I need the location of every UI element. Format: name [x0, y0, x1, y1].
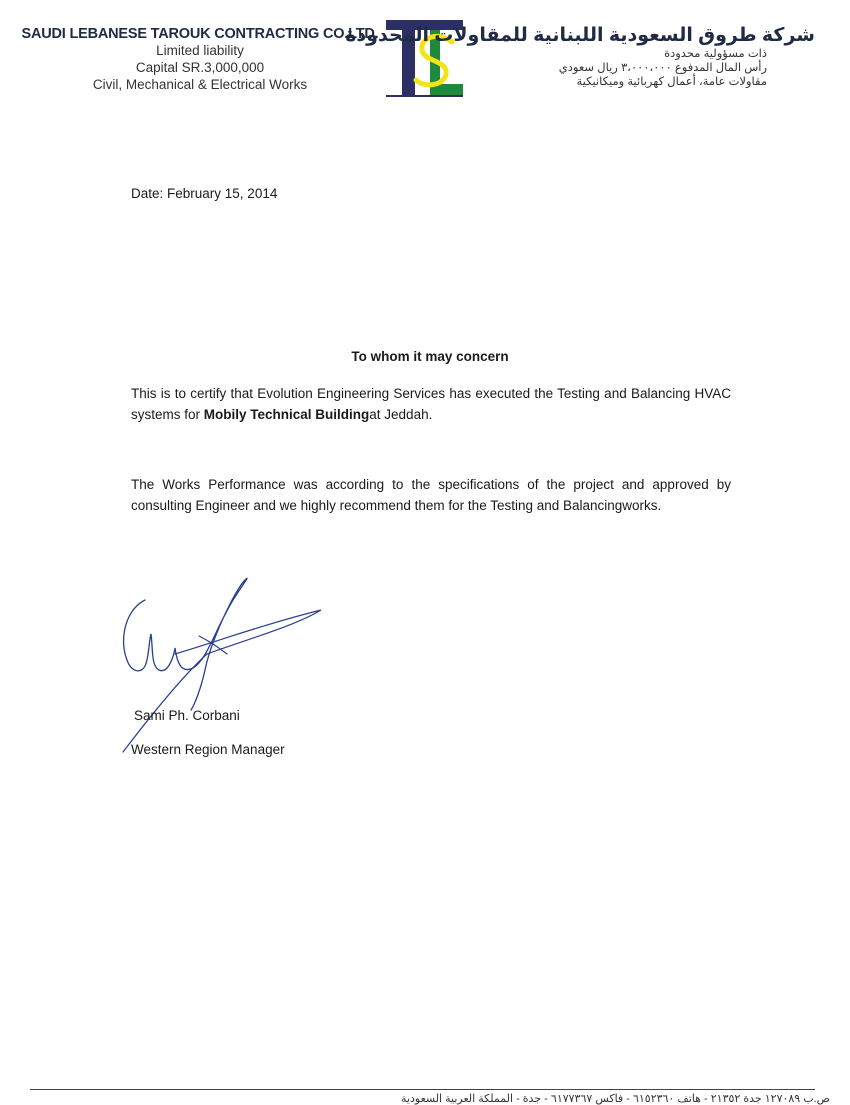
- footer-contact: ص.ب ١٢٧٠٨٩ جدة ٢١٣٥٢ - هاتف ٦١٥٢٣٦٠ - فاكس ٦١٧٧٣٦٧ - جدة - المملكة العربية السعودية: [401, 1093, 830, 1105]
- project-name: Mobily Technical Building: [203, 407, 370, 422]
- certification-text: This is to certify that Evolution Engineering Services has executed the Testing and Balancing HVAC systems for: [131, 386, 731, 422]
- company-liability-arabic: ذات مسؤولية محدودة: [664, 48, 767, 60]
- project-location: at Jeddah.: [369, 407, 433, 422]
- handwritten-signature: [115, 570, 335, 760]
- company-activities-arabic: مقاولات عامة، أعمال كهربائية وميكانيكية: [576, 76, 767, 88]
- company-capital: Capital SR.3,000,000: [135, 60, 265, 75]
- letterhead-english: [20, 26, 380, 93]
- letterhead-arabic: [345, 24, 815, 89]
- recommendation-paragraph: The Works Performance was according to the specifications of the project and approved by consulting Engineer and we highly recommend them for the Testing and Balancingworks.: [131, 477, 731, 513]
- company-name-english: SAUDI LEBANESE TAROUK CONTRACTING CO.LTD.: [21, 26, 379, 42]
- letter-heading: To whom it may concern: [351, 349, 509, 364]
- company-activities: Civil, Mechanical & Electrical Works: [92, 77, 308, 92]
- signatory-title: Western Region Manager: [131, 742, 285, 757]
- letter-date: Date: February 15, 2014: [131, 186, 278, 201]
- certification-paragraph: [131, 383, 731, 425]
- signatory-name: Sami Ph. Corbani: [134, 708, 240, 723]
- company-capital-arabic: رأس المال المدفوع ٣،٠٠٠،٠٠٠ ريال سعودي: [558, 62, 767, 74]
- company-liability: Limited liability: [156, 43, 244, 58]
- company-name-arabic: شركة طروق السعودية اللبنانية للمقاولات المحدودة: [345, 25, 815, 46]
- footer-divider: [30, 1089, 815, 1090]
